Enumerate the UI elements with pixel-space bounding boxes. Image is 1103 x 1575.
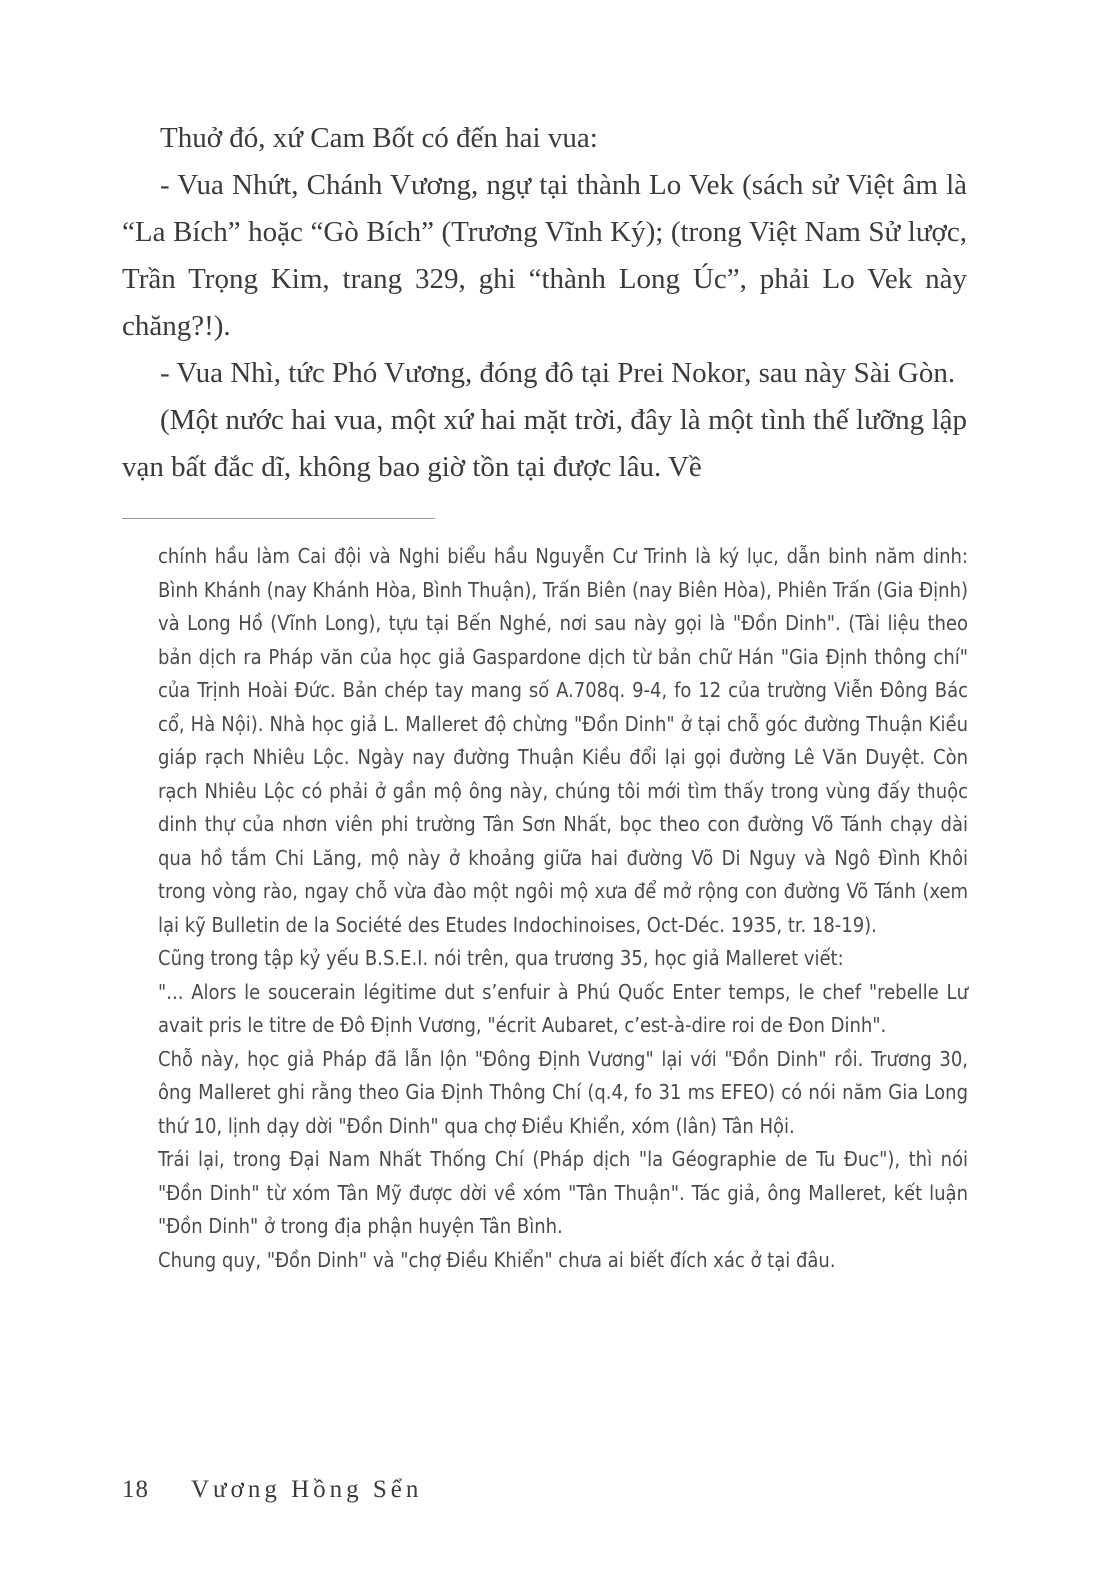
main-paragraph: Thuở đó, xứ Cam Bốt có đến hai vua:	[160, 122, 598, 154]
footnote-paragraph: "... Alors le soucerain légitime dut s’enfuir à Phú Quốc Enter temps, le chef "rebelle Lư avait pris le titre de Đô Định Vương, "écrit Aubaret, c’est-à-dire roi de Đon Dinh".	[158, 979, 968, 1037]
footnote-paragraph: Trái lại, trong Đại Nam Nhất Thống Chí (Pháp dịch "la Géographie de Tu Đuc"), thì nói "Đồn Dinh" từ xóm Tân Mỹ được dời về xóm "Tân Thuận". Tác giả, ông Malleret, kết luận "Đồn Dinh" ở trong địa phận huyện Tân Bình.	[158, 1147, 968, 1238]
main-paragraph: - Vua Nhì, tức Phó Vương, đóng đô tại Prei Nokor, sau này Sài Gòn.	[160, 357, 956, 389]
main-paragraph: (Một nước hai vua, một xứ hai mặt trời, đây là một tình thế lưỡng lập vạn bất đắc dĩ, không bao giờ tồn tại được lâu. Về	[122, 404, 967, 483]
footnote-block	[122, 540, 968, 1277]
footnote-paragraph: Chung quy, "Đồn Dinh" và "chợ Điều Khiển" chưa ai biết đích xác ở tại đâu.	[158, 1247, 836, 1272]
footnote-paragraph: Chỗ này, học giả Pháp đã lẫn lộn "Đông Định Vương" lại với "Đồn Dinh" rồi. Trương 30, ông Malleret ghi rằng theo Gia Định Thông Chí (q.4, fo 31 ms EFEO) có nói năm Gia Long thứ 10, lịnh dạy dời "Đồn Dinh" qua chợ Điều Khiển, xóm (lân) Tân Hội.	[158, 1046, 968, 1138]
page-number: 18	[122, 1476, 149, 1503]
page-footer	[122, 1476, 422, 1504]
author-name: Vương Hồng Sển	[191, 1476, 423, 1503]
footnote-separator	[122, 518, 435, 519]
main-text-block	[122, 115, 967, 491]
footnote-paragraph: Cũng trong tập kỷ yếu B.S.E.I. nói trên, qua trương 35, học giả Malleret viết:	[158, 946, 844, 970]
footnote-paragraph: chính hầu làm Cai đội và Nghi biểu hầu Nguyễn Cư Trinh là ký lục, dẫn binh năm dinh: Bình Khánh (nay Khánh Hòa, Bình Thuận), Trấn Biên (nay Biên Hòa), Phiên Trấn (Gia Định) và Long Hồ (Vĩnh Long), tựu tại Bến Nghé, nơi sau này gọi là "Đồn Dinh". (Tài liệu theo bản dịch ra Pháp văn của học giả Gaspardone dịch từ bản chữ Hán "Gia Định thông chí" của Trịnh Hoài Đức. Bản chép tay mang số A.708q. 9-4, fo 12 của trường Viễn Đông Bác cổ, Hà Nội). Nhà học giả L. Malleret độ chừng "Đồn Dinh" ở tại chỗ góc đường Thuận Kiều giáp rạch Nhiêu Lộc. Ngày nay đường Thuận Kiều đổi lại gọi đường Lê Văn Duyệt. Còn rạch Nhiêu Lộc có phải ở gần mộ ông này, chúng tôi mới tìm thấy trong vùng đấy thuộc dinh thự của nhơn viên phi trường Tân Sơn Nhất, bọc theo con đường Võ Tánh chạy dài qua hồ tắm Chi Lăng, mộ này ở khoảng giữa hai đường Võ Di Nguy và Ngô Đình Khôi trong vòng rào, ngay chỗ vừa đào một ngôi mộ xưa để mở rộng con đường Võ Tánh (xem lại kỹ Bulletin de la Société des Etudes Indochinoises, Oct-Déc. 1935, tr. 18-19).	[158, 544, 968, 937]
main-paragraph: - Vua Nhứt, Chánh Vương, ngự tại thành Lo Vek (sách sử Việt âm là “La Bích” hoặc “Gò Bích” (Trương Vĩnh Ký); (trong Việt Nam Sử lược, Trần Trọng Kim, trang 329, ghi “thành Long Úc”, phải Lo Vek này chăng?!).	[122, 169, 967, 342]
